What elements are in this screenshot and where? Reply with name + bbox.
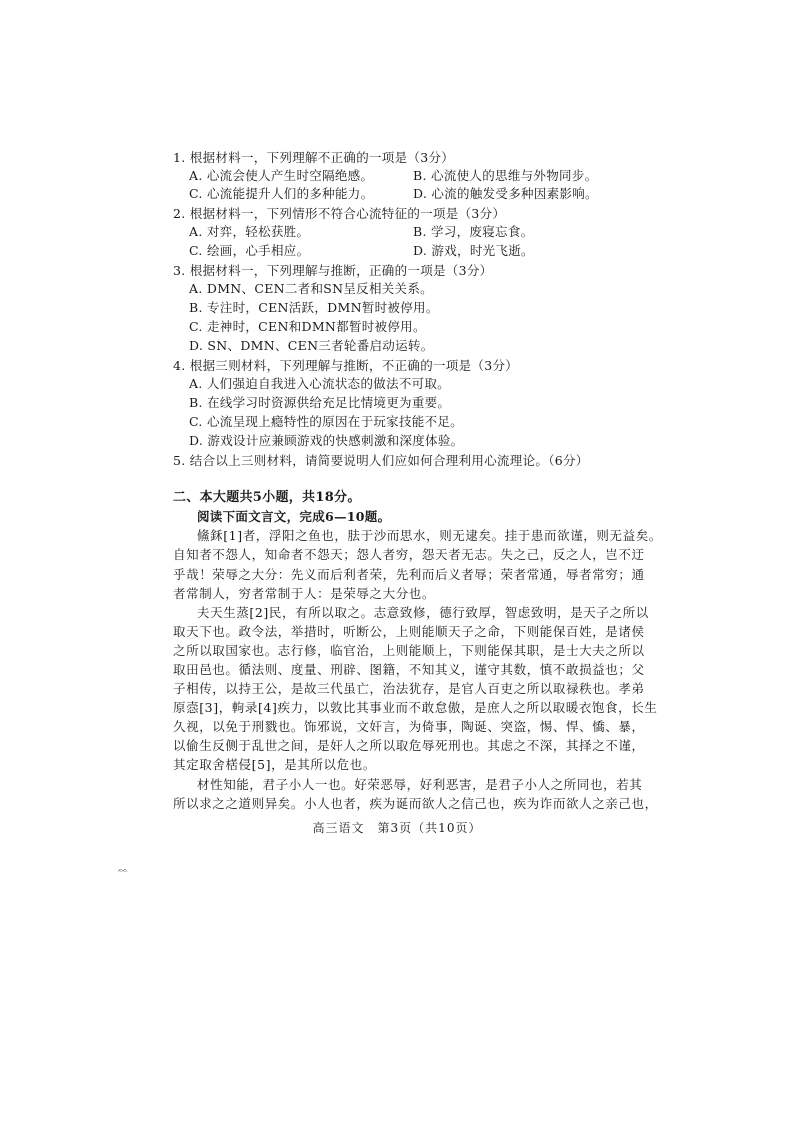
q1-option-a: A. 心流会使人产生时空隔绝感。: [189, 168, 374, 183]
q4-option-c: C. 心流呈现上瘾特性的原因在于玩家技能不足。: [189, 414, 463, 429]
q2-option-a: A. 对弈，轻松获胜。: [189, 224, 310, 239]
passage-line-14: 材性知能，君子小人一也。好荣恶辱，好利恶害，是君子小人之所同也，若其: [197, 777, 643, 792]
q4-option-a: A. 人们强迫自我进入心流状态的做法不可取。: [189, 376, 451, 391]
passage-line-11: 久视，以免于刑戮也。饰邪说，文奸言，为倚事，陶诞、突盗，惕、悍、憍、暴，: [173, 719, 645, 734]
q1-option-c: C. 心流能提升人们的多种能力。: [189, 186, 374, 201]
q4-stem: 4. 根据三则材料，下列理解与推断，不正确的一项是（3分）: [173, 358, 519, 373]
q3-option-d: D. SN、DMN、CEN三者轮番启动运转。: [189, 338, 434, 353]
q3-option-a: A. DMN、CEN二者和SN呈反相关关系。: [189, 281, 433, 296]
q2-stem: 2. 根据材料一，下列情形不符合心流特征的一项是（3分）: [173, 206, 506, 221]
passage-line-12: 以偷生反侧于乱世之间，是奸人之所以取危辱死刑也。其虑之不深，其择之不谨，: [173, 738, 645, 753]
passage-line-13: 其定取舍楛侵[5]，是其所以危也。: [173, 757, 376, 772]
q2-option-c: C. 绘画，心手相应。: [189, 243, 310, 258]
q2-option-b: B. 学习，废寝忘食。: [413, 224, 534, 239]
passage-line-8: 取田邑也。循法则、度量、刑辟、图籍，不知其义，谨守其数，慎不敢损益也；父: [173, 662, 645, 677]
q1-option-b: B. 心流使人的思维与外物同步。: [413, 168, 598, 183]
passage-line-15: 所以求之之道则异矣。小人也者，疾为诞而欲人之信己也，疾为诈而欲人之亲己也，: [173, 796, 658, 811]
passage-line-4: 者常制人，穷者常制于人：是荣辱之大分也。: [173, 586, 436, 601]
q3-option-b: B. 专注时，CEN活跃，DMN暂时被停用。: [189, 300, 439, 315]
q1-stem: 1. 根据材料一，下列理解不正确的一项是（3分）: [173, 150, 455, 165]
q5-stem: 5. 结合以上三则材料，请简要说明人们应如何合理利用心流理论。（6分）: [173, 453, 589, 468]
q4-option-b: B. 在线学习时资源供给充足比情境更为重要。: [189, 395, 451, 410]
passage-line-1: 鯈鉌[1]者，浮阳之鱼也，胠于沙而思水，则无逮矣。挂于患而欲谨，则无益矣。: [197, 528, 662, 543]
q1-option-d: D. 心流的触发受多种因素影响。: [413, 186, 598, 201]
q3-option-c: C. 走神时，CEN和DMN都暂时被停用。: [189, 319, 426, 334]
scan-mark: ᨐ: [118, 865, 129, 875]
passage-line-6: 取天下也。政令法，举措时，听断公，上则能顺天子之命，下则能保百姓，是诸侯: [173, 624, 645, 639]
section2-title: 二、本大题共5小题，共18分。: [173, 490, 361, 505]
passage-line-9: 子相传，以持王公，是故三代虽亡，治法犹存，是官人百吏之所以取禄秩也。孝弟: [173, 681, 645, 696]
passage-line-7: 之所以取国家也。志行修，临官治，上则能顺上，下则能保其职，是士大夫之所以: [173, 643, 645, 658]
section2-instruction: 阅读下面文言文，完成6—10题。: [197, 509, 391, 524]
q2-option-d: D. 游戏，时光飞逝。: [413, 243, 534, 258]
passage-line-5: 夫天生蒸[2]民，有所以取之。志意致修，德行致厚，智虑致明，是天子之所以: [197, 605, 649, 620]
q4-option-d: D. 游戏设计应兼顾游戏的快感刺激和深度体验。: [189, 433, 464, 448]
passage-line-10: 原悫[3]，軥录[4]疾力，以敦比其事业而不敢怠傲，是庶人之所以取暖衣饱食，长生: [173, 700, 658, 715]
page-footer: 高三语文 第3页（共10页）: [312, 821, 482, 835]
q3-stem: 3. 根据材料一，下列理解与推断，正确的一项是（3分）: [173, 263, 493, 278]
passage-line-3: 乎哉！荣辱之大分：先义而后利者荣，先利而后义者辱；荣者常通，辱者常穷；通: [173, 567, 645, 582]
passage-line-2: 自知者不怨人，知命者不怨天；怨人者穷，怨天者无志。失之己，反之人，岂不迂: [173, 547, 645, 562]
